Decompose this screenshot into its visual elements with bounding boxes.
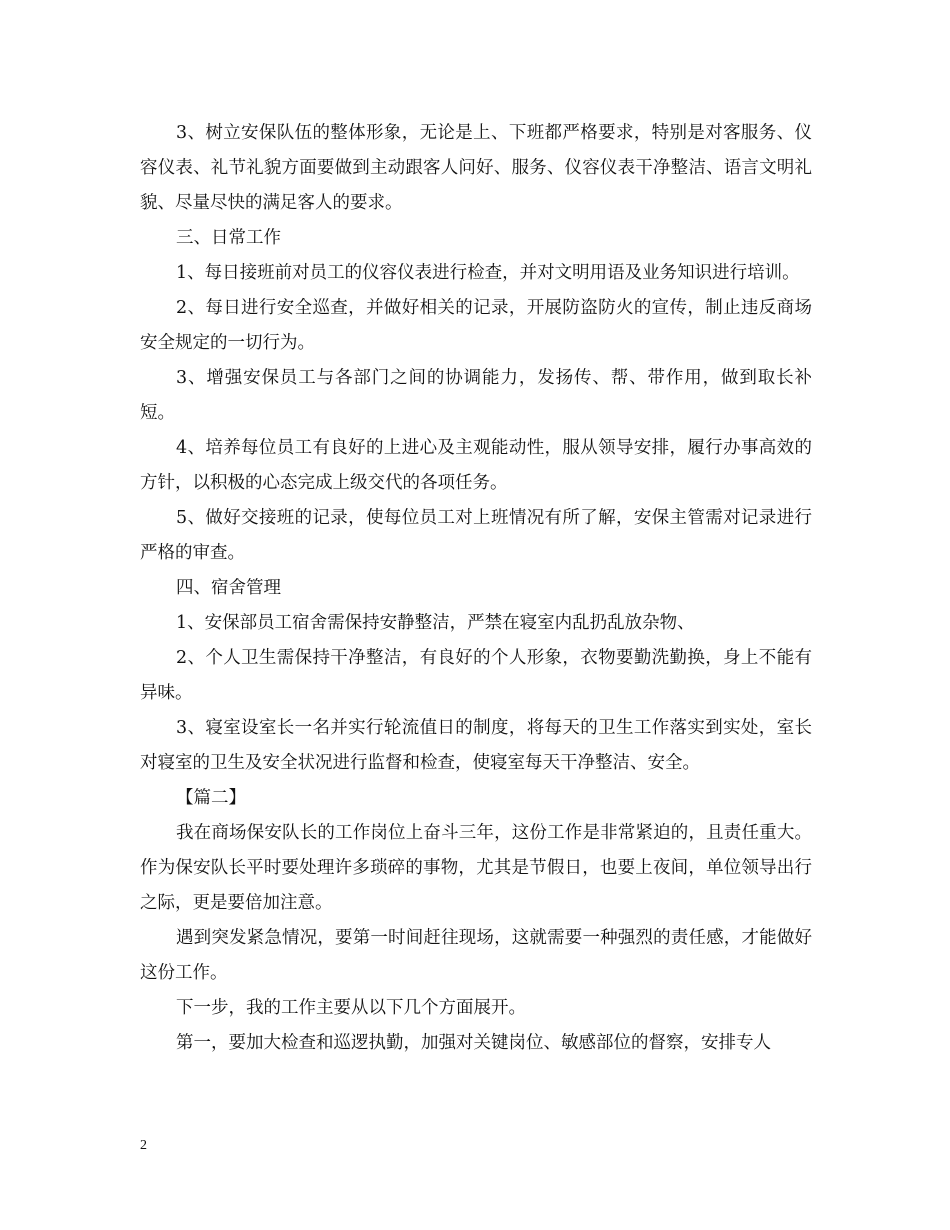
paragraph: 1、安保部员工宿舍需保持安静整洁，严禁在寝室内乱扔乱放杂物、: [176, 613, 695, 633]
paragraph: 第一，要加大检查和巡逻执勤，加强对关键岗位、敏感部位的督察，安排专人: [176, 1033, 771, 1053]
paragraph: 1、每日接班前对员工的仪容仪表进行检查，并对文明用语及业务知识进行培训。: [176, 263, 800, 283]
paragraph: 3、树立安保队伍的整体形象，无论是上、下班都严格要求，特别是对客服务、仪容仪表、礼节礼貌方面要做到主动跟客人问好、服务、仪容仪表干净整洁、语言文明礼貌、尽量尽快的满足客人的要求。: [140, 123, 812, 213]
paragraph: 2、每日进行安全巡查，并做好相关的记录，开展防盗防火的宣传，制止违反商场安全规定的一切行为。: [140, 298, 812, 353]
paragraph: 5、做好交接班的记录，使每位员工对上班情况有所了解，安保主管需对记录进行严格的审查。: [140, 508, 812, 563]
paragraph: 下一步，我的工作主要从以下几个方面展开。: [176, 998, 526, 1018]
paragraph: 3、增强安保员工与各部门之间的协调能力，发扬传、帮、带作用，做到取长补短。: [140, 368, 812, 423]
paragraph: 4、培养每位员工有良好的上进心及主观能动性，服从领导安排，履行办事高效的方针，以积极的心态完成上级交代的各项任务。: [140, 438, 812, 493]
document-body: [140, 116, 812, 1061]
paragraph: 我在商场保安队长的工作岗位上奋斗三年，这份工作是非常紧迫的，且责任重大。作为保安队长平时要处理许多琐碎的事物，尤其是节假日，也要上夜间，单位领导出行之际，更是要倍加注意。: [140, 823, 812, 913]
paragraph: 2、个人卫生需保持干净整洁，有良好的个人形象，衣物要勤洗勤换，身上不能有异味。: [140, 648, 812, 703]
section-heading: 四、宿舍管理: [176, 578, 281, 598]
section-heading: 三、日常工作: [176, 228, 281, 248]
section-heading: 【篇二】: [176, 788, 246, 808]
page-number: 2: [140, 1138, 147, 1153]
paragraph: 遇到突发紧急情况，要第一时间赶往现场，这就需要一种强烈的责任感，才能做好这份工作。: [140, 928, 812, 983]
paragraph: 3、寝室设室长一名并实行轮流值日的制度，将每天的卫生工作落实到实处，室长对寝室的卫生及安全状况进行监督和检查，使寝室每天干净整洁、安全。: [140, 718, 812, 773]
